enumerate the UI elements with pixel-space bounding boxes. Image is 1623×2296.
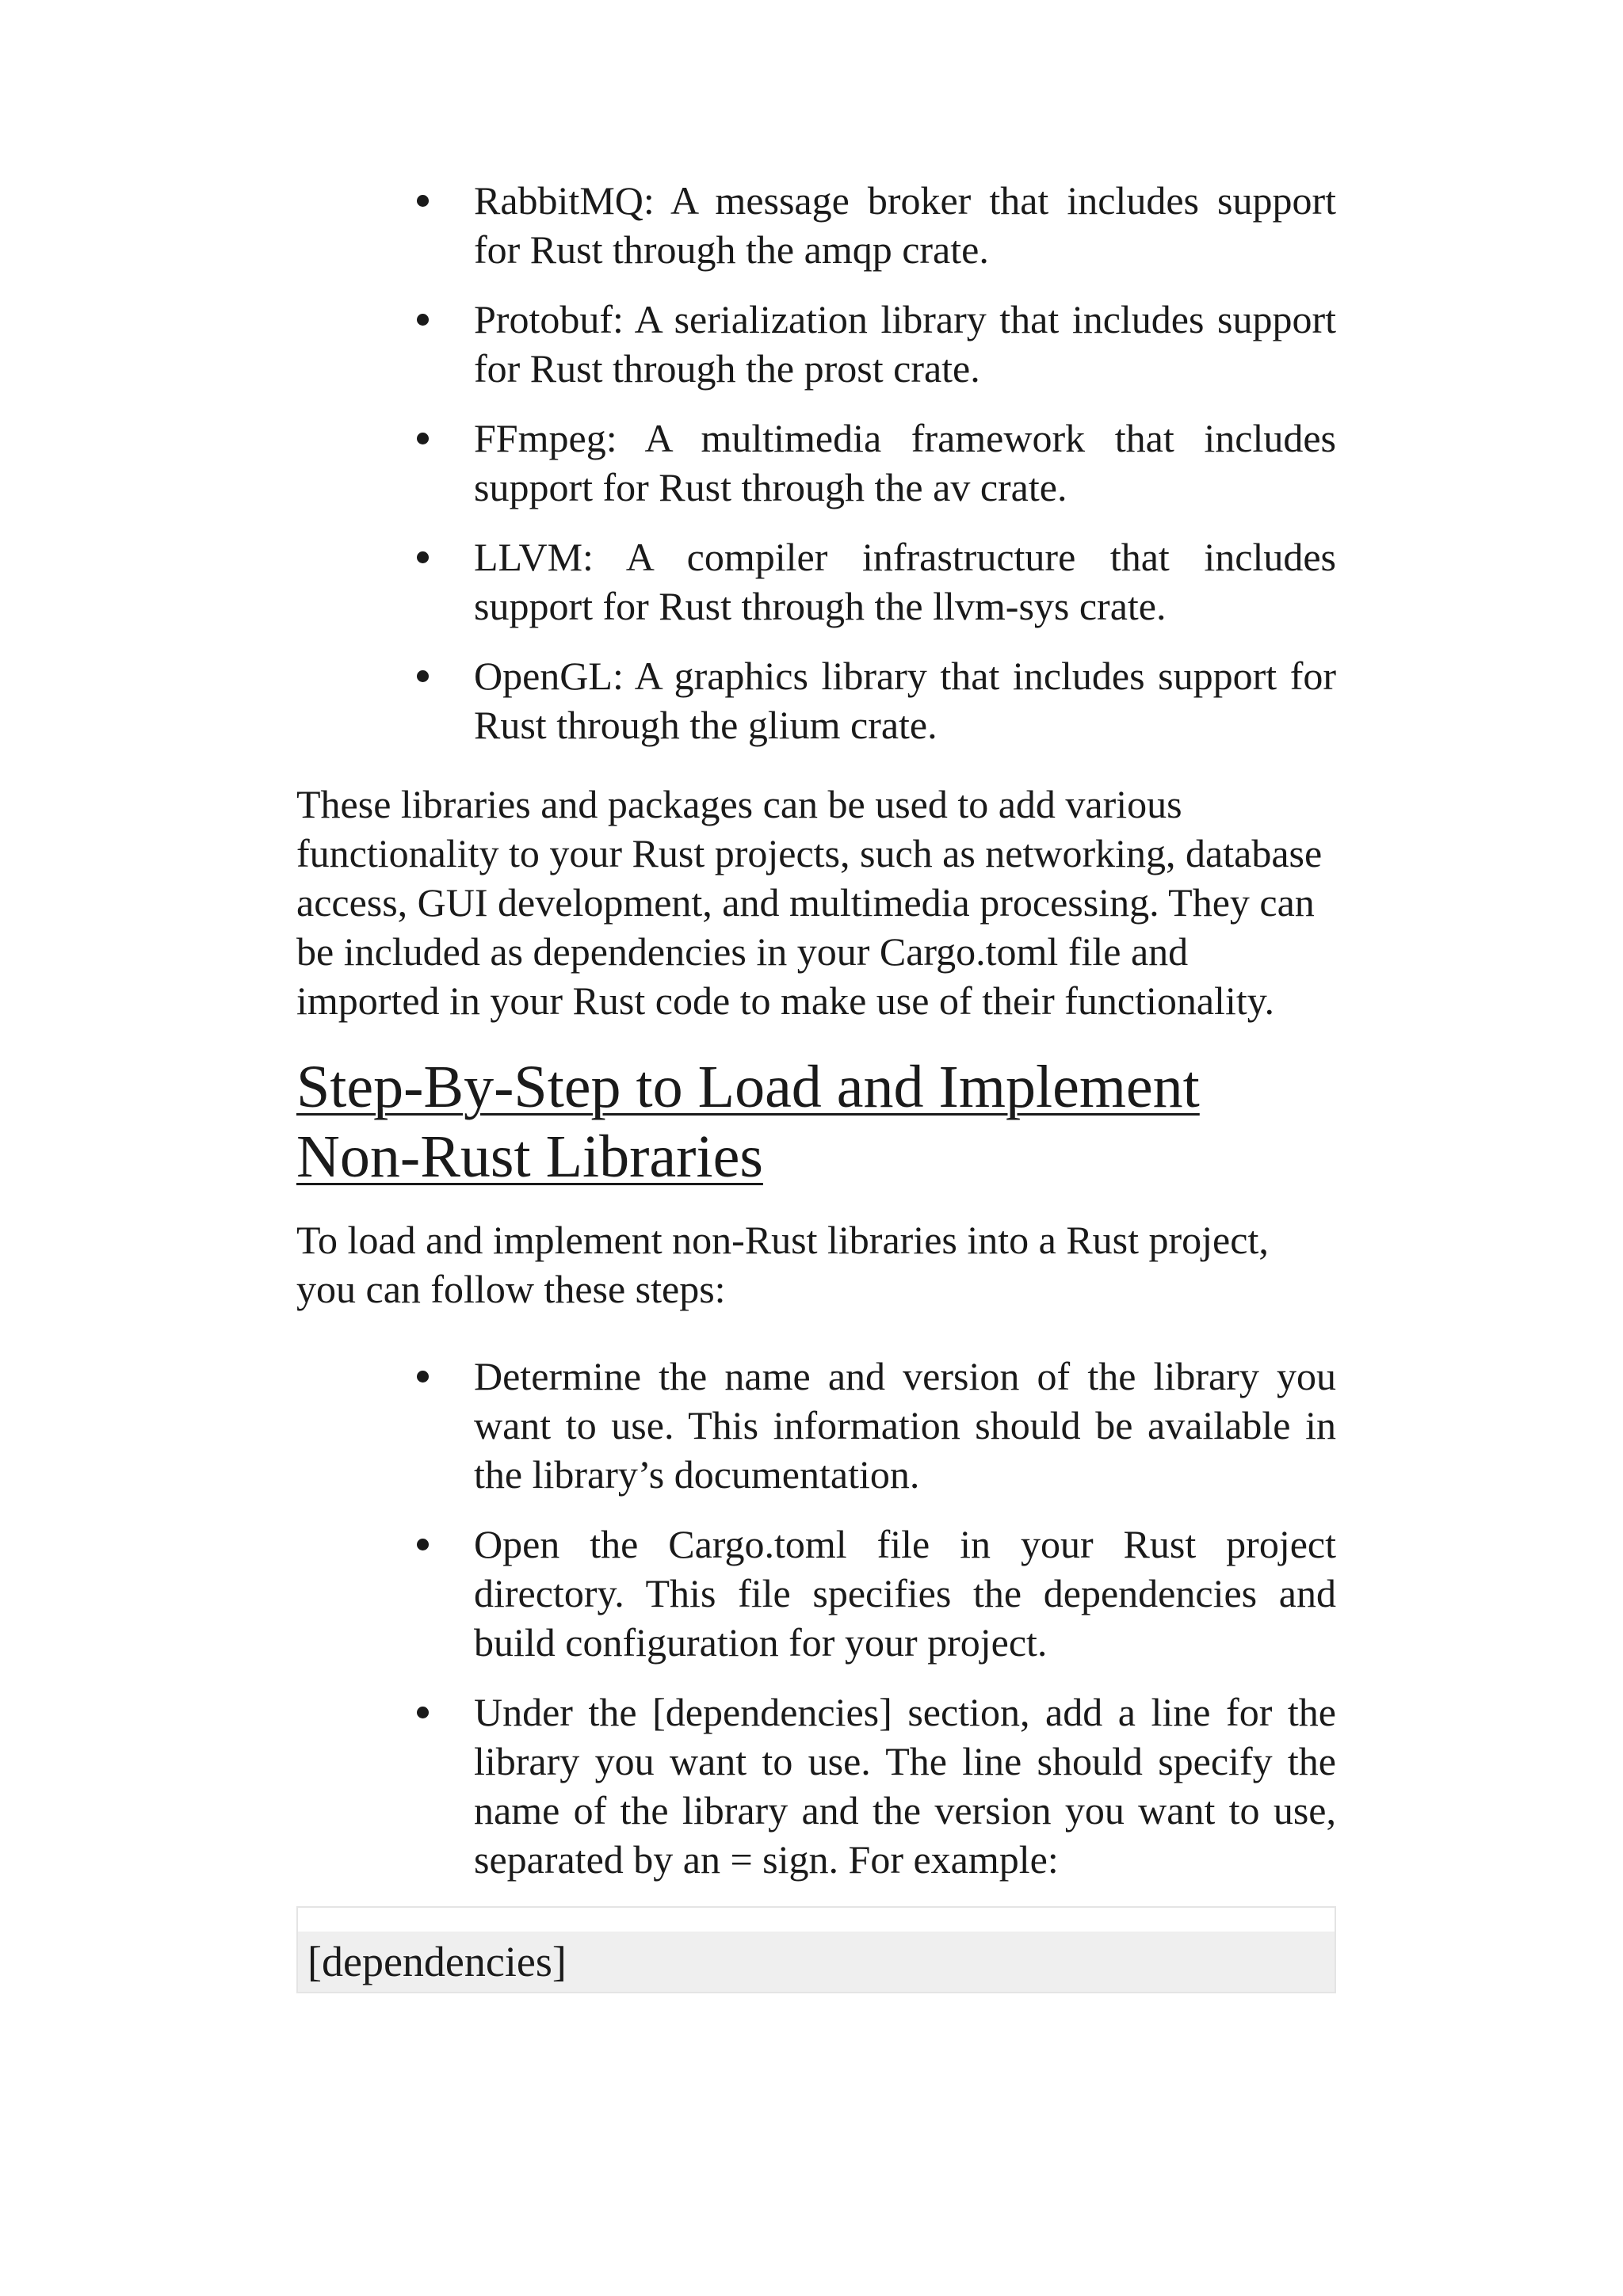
list-item bbox=[296, 532, 1336, 631]
list-item bbox=[296, 1352, 1336, 1499]
page-content bbox=[296, 176, 1336, 1993]
bullet-icon bbox=[417, 551, 429, 563]
list-item-text: OpenGL: A graphics library that includes support for Rust through the glium crate. bbox=[474, 654, 1336, 747]
list-item bbox=[296, 414, 1336, 512]
bullet-icon bbox=[417, 1707, 429, 1718]
list-item bbox=[296, 295, 1336, 393]
intro-paragraph: To load and implement non-Rust libraries into a Rust project, you can follow these steps: bbox=[296, 1218, 1269, 1311]
list-item-text: Protobuf: A serialization library that includes support for Rust through the prost crate. bbox=[474, 297, 1336, 391]
list-item-text: Open the Cargo.toml file in your Rust project directory. This file specifies the dependencies and build configuration for your project. bbox=[474, 1522, 1336, 1665]
list-item bbox=[296, 1520, 1336, 1667]
list-item-text: Determine the name and version of the library you want to use. This information should be available in the library’s documentation. bbox=[474, 1354, 1336, 1497]
list-item-text: Under the [dependencies] section, add a line for the library you want to use. The line should specify the name of the library and the version you want to use, separated by an = sign. For example: bbox=[474, 1690, 1336, 1882]
body-paragraph: These libraries and packages can be used to add various functionality to your Rust projects, such as networking, database access, GUI development, and multimedia processing. They can be included as dependencies in your Cargo.toml file and imported in your Rust code to make use of their functionality. bbox=[296, 782, 1323, 1023]
bullet-icon bbox=[417, 1539, 429, 1550]
steps-list bbox=[296, 1352, 1336, 1884]
bullet-icon bbox=[417, 433, 429, 444]
list-item bbox=[296, 176, 1336, 274]
list-item-text: LLVM: A compiler infrastructure that includes support for Rust through the llvm-sys crate. bbox=[474, 535, 1336, 628]
code-block bbox=[296, 1906, 1336, 1993]
bullet-icon bbox=[417, 195, 429, 207]
list-item-text: RabbitMQ: A message broker that includes support for Rust through the amqp crate. bbox=[474, 178, 1336, 272]
bullet-icon bbox=[417, 670, 429, 682]
list-item bbox=[296, 1688, 1336, 1884]
bullet-icon bbox=[417, 314, 429, 326]
code-line: [dependencies] bbox=[298, 1932, 1335, 1992]
bullet-icon bbox=[417, 1371, 429, 1383]
list-item bbox=[296, 651, 1336, 749]
library-list bbox=[296, 176, 1336, 749]
list-item-text: FFmpeg: A multimedia framework that includes support for Rust through the av crate. bbox=[474, 416, 1336, 509]
section-heading: Step-By-Step to Load and Implement Non-Rust Libraries bbox=[296, 1054, 1200, 1190]
